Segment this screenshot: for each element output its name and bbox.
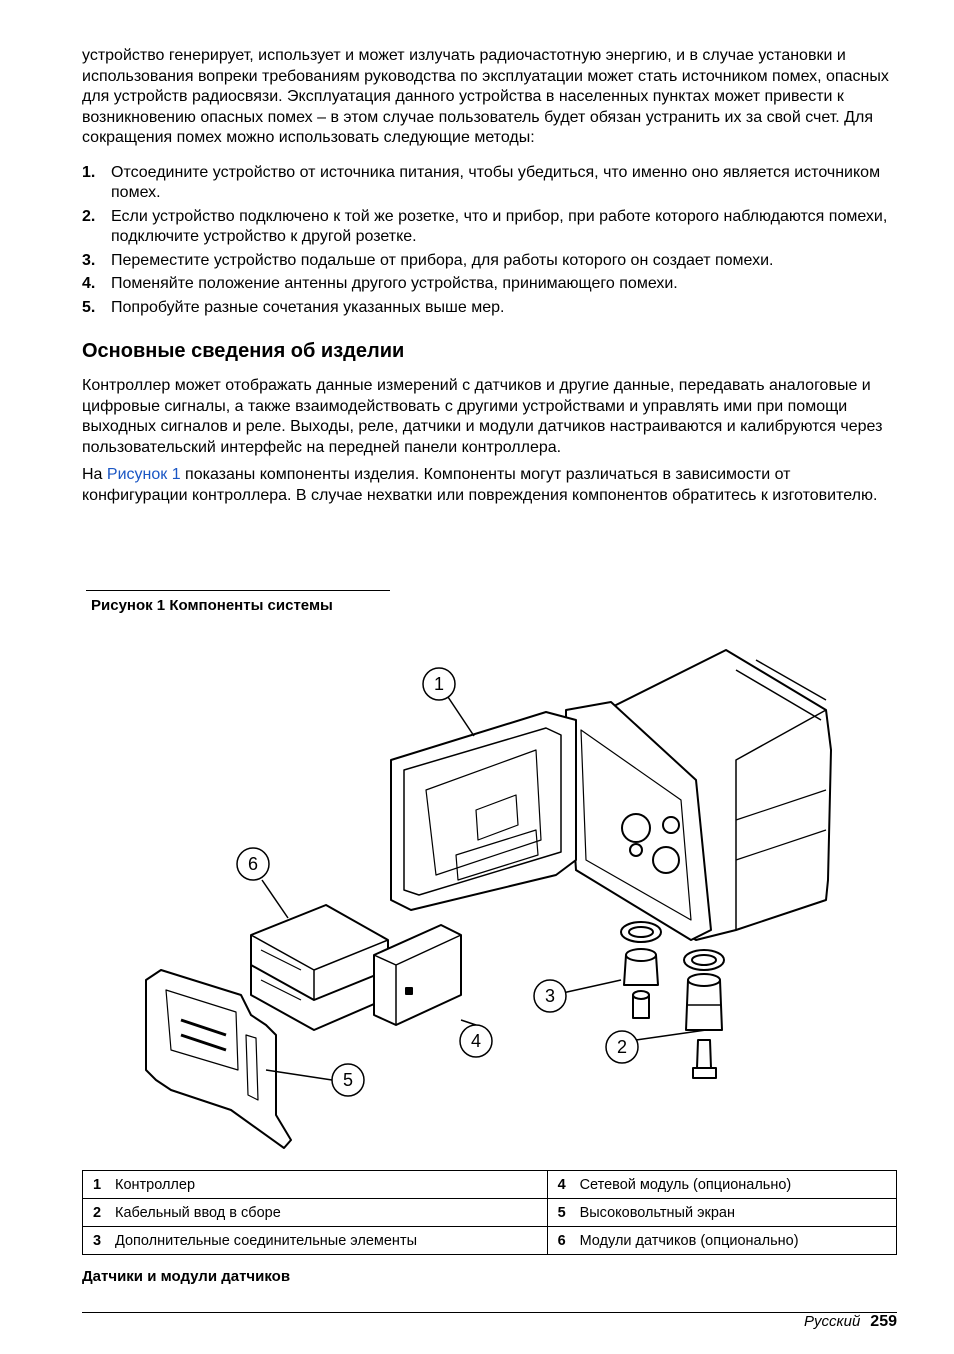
list-item [82, 298, 898, 319]
legend-text: Дополнительные соединительные элементы [115, 1232, 418, 1249]
step-text: Поменяйте положение антенны другого устройства, принимающего помехи. [111, 275, 678, 292]
figure-link[interactable]: Рисунок 1 [106, 466, 181, 483]
step-text: Отсоедините устройство от источника питания, чтобы убедиться, что именно оно является источником помех. [111, 163, 881, 201]
page-footer [804, 1313, 897, 1331]
legend-number: 2 [93, 1204, 102, 1221]
step-number: 4. [82, 275, 96, 292]
step-text: Попробуйте разные сочетания указанных выше мер. [111, 298, 505, 316]
callout-label: 6 [247, 854, 259, 874]
legend-number: 4 [557, 1176, 566, 1193]
legend-cell [83, 1227, 548, 1255]
legend-text: Модули датчиков (опционально) [579, 1232, 799, 1249]
legend-cell [547, 1227, 896, 1255]
callout-4 [460, 1025, 492, 1057]
list-item [82, 274, 898, 295]
sensor-modules [251, 905, 388, 1030]
legend-text: Кабельный ввод в сборе [115, 1204, 281, 1221]
figure-caption-block [86, 590, 390, 615]
list-item [82, 251, 898, 272]
legend-text: Сетевой модуль (опционально) [579, 1176, 792, 1193]
table-row [83, 1227, 897, 1255]
legend-number: 6 [557, 1232, 566, 1249]
legend-cell [83, 1171, 548, 1199]
callout-6 [237, 848, 269, 880]
product-description: Контроллер может отображать данные измерений с датчиков и другие данные, передавать аналоговые и цифровые сигналы, а также взаимодействовать с другими устройствами и управлять ими при помощи выходных сигналов и реле. Выходы, реле, датчики и модули датчиков настраиваются и калибруются через пользовательский интерфейс на передней панели контроллера. [82, 377, 883, 456]
figure-caption: Рисунок 1 Компоненты системы [91, 597, 333, 614]
legend-number: 1 [93, 1176, 102, 1193]
list-item [82, 163, 898, 204]
cable-fittings [621, 922, 661, 1018]
callout-5 [332, 1064, 364, 1096]
callout-3 [534, 980, 566, 1012]
figure-legend-table [82, 1170, 897, 1255]
para-text: показаны компоненты изделия. Компоненты могут различаться в зависимости от конфигурации контроллера. В случае нехватки или повреждения компонентов обратитесь к изготовителю. [82, 466, 878, 504]
callout-label: 1 [433, 674, 445, 694]
footer-divider [82, 1312, 897, 1313]
figure-reference-paragraph [82, 465, 898, 506]
legend-number: 3 [93, 1232, 102, 1249]
list-item [82, 207, 898, 248]
callout-label: 5 [342, 1070, 354, 1090]
steps-list [82, 163, 898, 319]
legend-text: Контроллер [115, 1176, 196, 1193]
callout-2 [606, 1031, 638, 1063]
table-row [83, 1171, 897, 1199]
page-body [82, 46, 898, 513]
callout-label: 4 [470, 1031, 482, 1051]
subsection-heading: Датчики и модули датчиков [82, 1268, 291, 1285]
intro-paragraph: устройство генерирует, использует и может излучать радиочастотную энергию, и в случае установки и использования вопреки требованиям руководства по эксплуатации может стать источником помех, опасных для устройств радиосвязи. Эксплуатация данного устройства в населенных пунктах может привести к возникновению опасных помех – в этом случае пользователь будет обязан устранить их за свой счет. Для сокращения помех можно использовать следующие методы: [82, 47, 889, 146]
footer-language: Русский [804, 1313, 861, 1330]
step-number: 2. [82, 207, 96, 225]
legend-cell [83, 1199, 548, 1227]
cable-gland-assembly [684, 950, 724, 1078]
callout-label: 2 [616, 1037, 628, 1057]
section-title: Основные сведения об изделии [82, 340, 405, 362]
page-number: 259 [870, 1313, 897, 1330]
callout-1 [423, 668, 455, 700]
step-text: Переместите устройство подальше от прибора, для работы которого он создает помехи. [111, 251, 774, 269]
step-number: 3. [82, 251, 96, 269]
table-row [83, 1199, 897, 1227]
system-components-figure [136, 640, 846, 1155]
legend-number: 5 [557, 1204, 566, 1221]
controller-housing [391, 650, 831, 940]
legend-cell [547, 1171, 896, 1199]
callout-label: 3 [544, 986, 556, 1006]
para-text: На [82, 466, 107, 483]
legend-cell [547, 1199, 896, 1227]
step-number: 1. [82, 163, 96, 181]
step-text: Если устройство подключено к той же розетке, что и прибор, при работе которого наблюдаются помехи, подключите устройство к другой розетке. [111, 207, 888, 245]
legend-text: Высоковольтный экран [579, 1204, 735, 1221]
step-number: 5. [82, 298, 96, 316]
